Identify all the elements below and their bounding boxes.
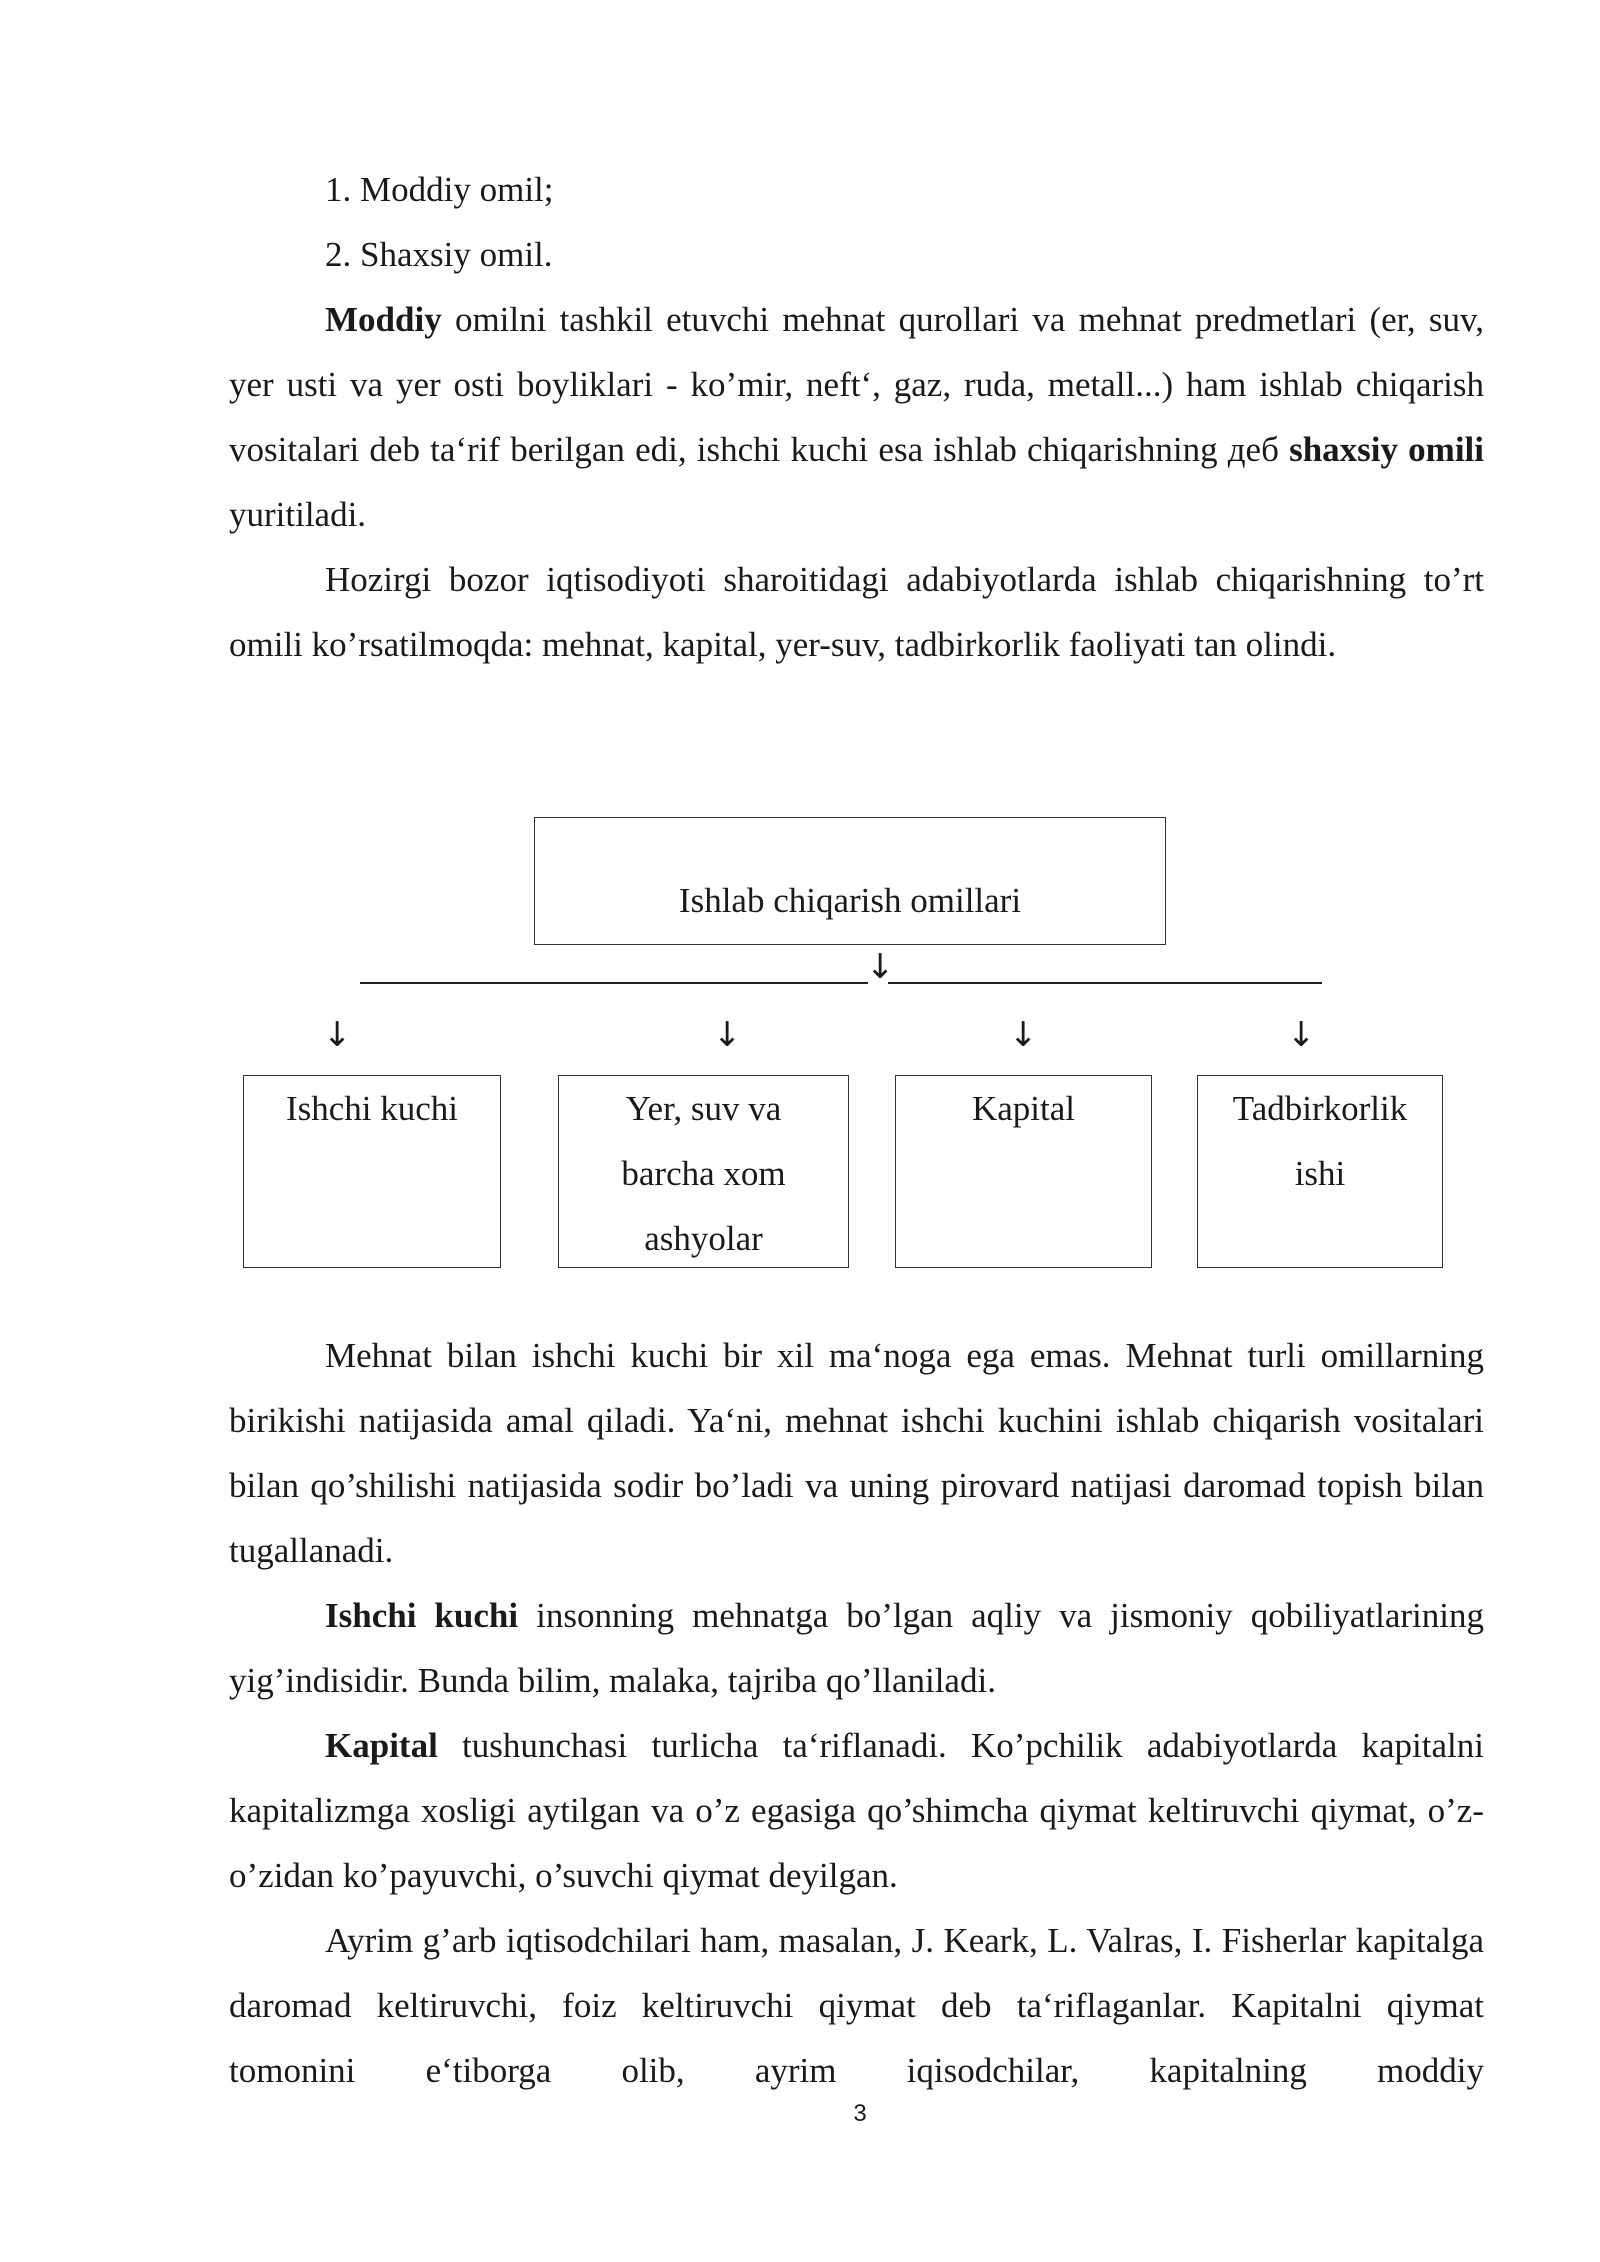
bold-term-shaxsiy-omili: shaxsiy omili	[1289, 430, 1485, 469]
bold-term-moddiy: Moddiy	[325, 300, 442, 339]
paragraph-hozirgi: Hozirgi bozor iqtisodiyoti sharoitidagi adabiyotlarda ishlab chiqarishning to’rt omili ko’rsatilmoqda: mehnat, kapital, yer-suv, tadbirkorlik faoliyati tan olindi.	[229, 560, 1484, 664]
diagram-box-label: Yer, suv va	[625, 1089, 782, 1128]
paragraph-kapital	[229, 1713, 1484, 1908]
body-text	[229, 1323, 1484, 2103]
connector-line-right	[888, 982, 1322, 984]
paragraph-moddiy	[229, 287, 1484, 547]
diagram-box-label: Tadbirkorlik	[1232, 1089, 1408, 1128]
list-item-2: 2. Shaxsiy omil.	[325, 235, 553, 274]
paragraph-kapital-text: tushunchasi turlicha ta‘riflanadi. Ko’pchilik adabiyotlarda kapitalni kapitalizmga xosligi aytilgan va o’z egasiga qo’shimcha qiymat keltiruvchi qiymat, o’z-o’zidan ko’payuvchi, o’suvchi qiymat deyilgan.	[229, 1726, 1484, 1895]
page-number: 3	[853, 2100, 867, 2127]
diagram-box-label: ishi	[1294, 1154, 1346, 1193]
arrow-down-icon: ↓	[1009, 1015, 1038, 1055]
arrow-down-icon: ↓	[1287, 1015, 1316, 1055]
diagram-box-kapital	[895, 1075, 1152, 1268]
diagram-box-label: Ishchi kuchi	[285, 1089, 459, 1128]
paragraph-ishchi-kuchi	[229, 1583, 1484, 1713]
bold-term-kapital: Kapital	[325, 1726, 438, 1765]
paragraph-ishchi-kuchi-text: insonning mehnatga bo’lgan aqliy va jismoniy qobiliyatlarining yig’indisidir. Bunda bilim, malaka, tajriba qo’llaniladi.	[229, 1596, 1484, 1700]
diagram-box-ishchi-kuchi	[243, 1075, 501, 1268]
arrow-down-icon: ↓	[713, 1015, 742, 1055]
diagram-box-tadbirkorlik	[1197, 1075, 1443, 1268]
diagram-top-box	[534, 817, 1166, 945]
paragraph-ayrim: Ayrim g’arb iqtisodchilari ham, masalan, J. Keark, L. Valras, I. Fisherlar kapitalga daromad keltiruvchi, foiz keltiruvchi qiymat deb ta‘riflaganlar. Kapitalni qiymat tomonini e‘tiborga olib, ayrim iqisodchilar, kapitalning moddiy	[229, 1921, 1484, 2090]
diagram-top-label: Ishlab chiqarish omillari	[678, 881, 1022, 920]
arrow-down-icon: ↓	[866, 947, 895, 987]
diagram-box-yer-suv	[558, 1075, 849, 1268]
paragraph-moddiy-end: yuritiladi.	[229, 495, 367, 534]
bold-term-ishchi-kuchi: Ishchi kuchi	[325, 1596, 519, 1635]
connector-line-left	[360, 982, 868, 984]
diagram-box-label: Kapital	[971, 1089, 1076, 1128]
arrow-down-icon: ↓	[323, 1015, 352, 1055]
list-item-1: 1. Moddiy omil;	[325, 170, 554, 209]
paragraph-moddiy-text: omilni tashkil etuvchi mehnat qurollari va mehnat predmetlari (er, suv, yer usti va yer osti boyliklari - ko’mir, neft‘, gaz, ruda, metall...) ham ishlab chiqarish vositalari deb ta‘rif berilgan edi, ishchi kuchi esa ishlab chiqarishning деб	[229, 300, 1484, 469]
diagram-box-label: ashyolar	[644, 1219, 763, 1258]
paragraph-mehnat: Mehnat bilan ishchi kuchi bir xil ma‘noga ega emas. Mehnat turli omillarning birikishi natijasida amal qiladi. Ya‘ni, mehnat ishchi kuchini ishlab chiqarish vositalari bilan qo’shilishi natijasida sodir bo’ladi va uning pirovard natijasi daromad topish bilan tugallanadi.	[229, 1336, 1484, 1570]
intro-text	[229, 157, 1484, 677]
diagram-box-label: barcha xom	[621, 1154, 786, 1193]
